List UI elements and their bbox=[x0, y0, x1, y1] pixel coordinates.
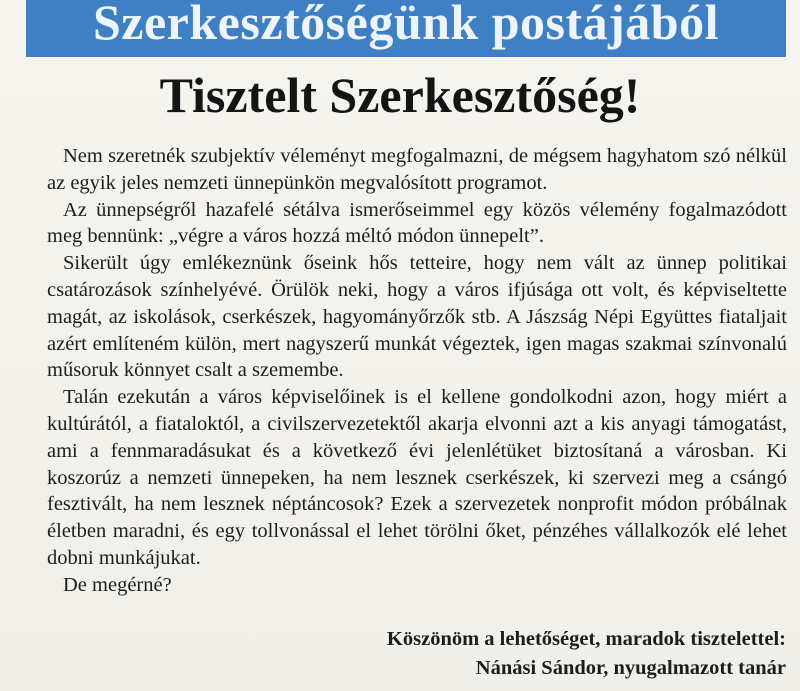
letter-headline: Tisztelt Szerkesztőség! bbox=[159, 67, 641, 123]
signature-block bbox=[387, 625, 786, 683]
section-title: Szerkesztőségünk postájából bbox=[92, 0, 720, 50]
paragraph: Sikerült úgy emlékeznünk őseink hős tetteire, hogy nem vált az ünnep politikai csatározások színhelyévé. Örülök neki, hogy a város ifjúsága ott volt, és képviseltette magát, az iskolások, cserkészek, hagyományőrzők stb. A Jászság Népi Együttes fiataljait azért említeném külön, mert nagyszerű munkát végeztek, igen magas szakmai színvonalú műsoruk könnyet csalt a szemembe. bbox=[47, 252, 787, 382]
paragraph: Nem szeretnék szubjektív véleményt megfogalmazni, de mégsem hagyhatom szó nélkül az egyik jeles nemzeti ünnepünkön megvalósított programot. bbox=[47, 145, 787, 194]
letter-body bbox=[47, 143, 787, 599]
paragraph: Talán ezekután a város képviselőinek is el kellene gondolkodni azon, hogy miért a kultúrától, a fiataloktól, a civilszervezetektől akarja elvonni azt a kis anyagi támogatást, ami a fennmaradásukat és a következő évi jelenlétüket biztosítaná a városban. Ki koszorúz a nemzeti ünnepeken, ha nem lesznek cserkészek, ki szervezi meg a csángó fesztivált, ha nem lesznek néptáncosok? Ezek a szervezetek nonprofit módon próbálnak életben maradni, és egy tollvonással el lehet törölni őket, pénzéhes vállalkozók elé lehet dobni munkájukat. bbox=[47, 386, 787, 569]
closing-line: Köszönöm a lehetőséget, maradok tisztelettel: bbox=[386, 628, 786, 650]
paragraph: De megérné? bbox=[63, 573, 172, 596]
section-banner bbox=[26, 0, 786, 57]
author-line: Nánási Sándor, nyugalmazott tanár bbox=[475, 657, 786, 679]
paragraph: Az ünnepségről hazafelé sétálva ismerőseimmel egy közös vélemény fogalmazódott meg bennünk: „végre a város hozzá méltó módon ünnepelt”. bbox=[47, 198, 787, 248]
